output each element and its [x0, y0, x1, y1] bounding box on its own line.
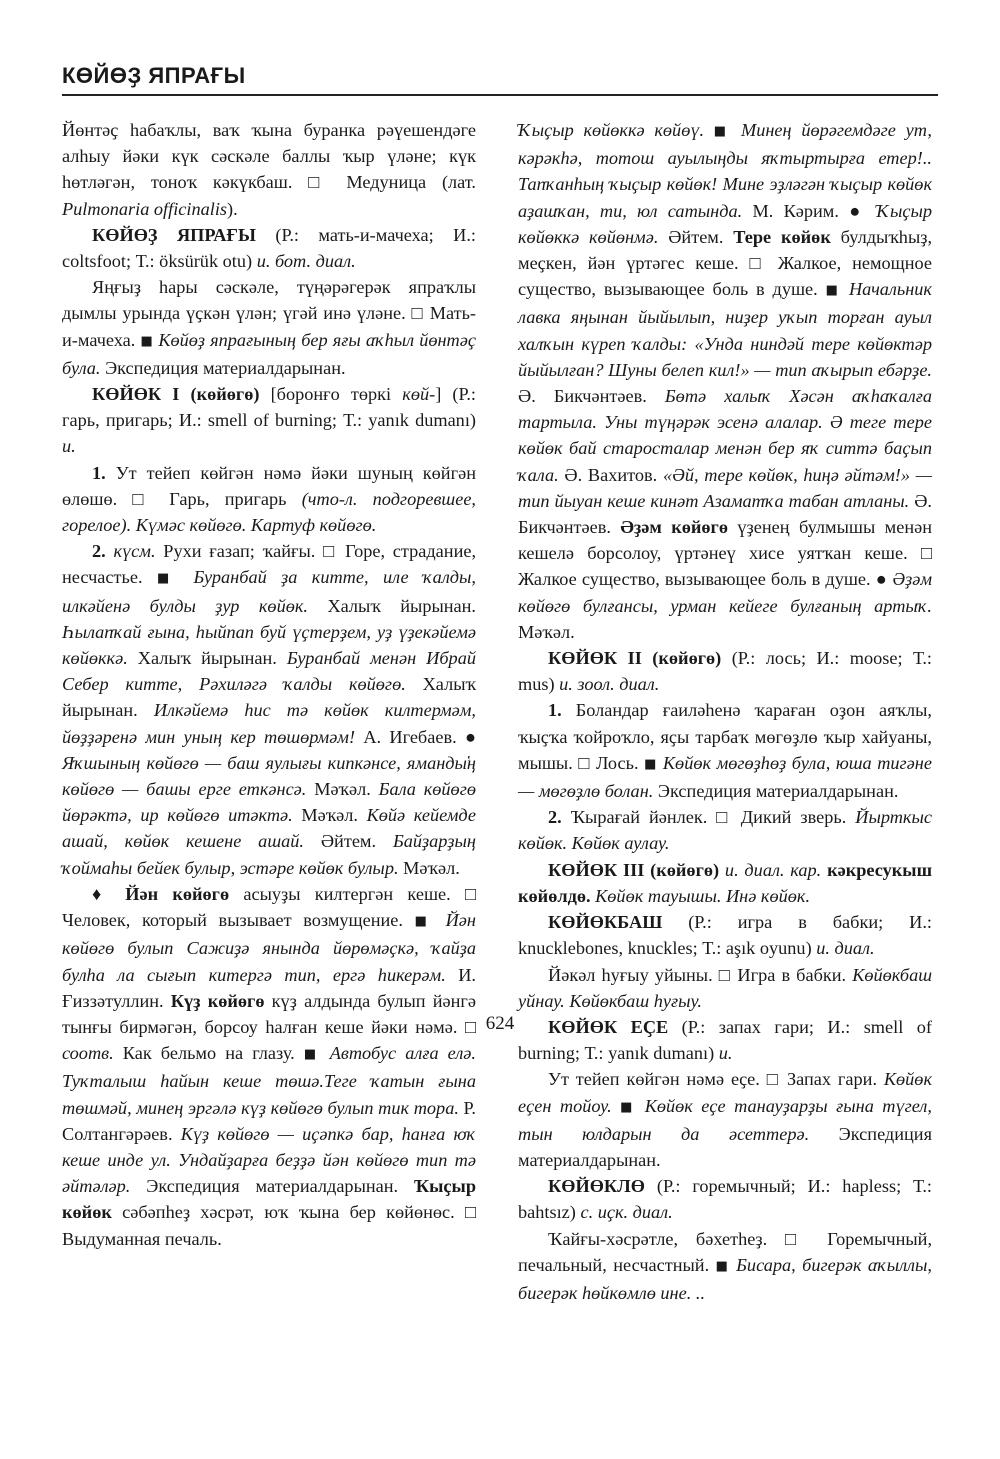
entry-continuation: Ҡыҫыр көйөккә көйөү. ■ Минең йөрәгемдәге ут, кәрәкһә, тотош ауылыңды яҡтыртырға етер!.. Тапҡанһың ҡыҫыр көйөк! Мине эҙләгән ҡыҫыр көйөк аҙашҡан, ти, юл сатында. М. Кәрим. ● Ҡыҫыр көйөккә көйөнмә. Әйтем. Тере көйөк булдыҡһыҙ, меҫкен, йән үртәгес кеше. □ Жалкое, немощное существо, вызывающее боль в душе. ■ Начальник лавка яңынан йыйылып, ниҙер уҡып торған ауыл халҡын күреп ҡалды: «Унда ниндәй тере көйөктәр йыйылған? Шуны белеп кил!» — тип аҡырып ебәрҙе. Ә. Бикчәнтәев. Бөтә халыҡ Хәсән аҡһаҡалға тартыла. Уны түңәрәк эсенә алалар. Ә теге тере көйөк бай старосталар менән бер яҡ ситтә баҫып ҡала. Ә. Вахитов. «Әй, тере көйөк, һиңә әйтәм!» — тип йыуан кеше кинәт Азаматҡа табан атланы. Ә. Бикчәнтәев. Әҙәм көйөгө үҙенең булмышы менән кешелә борсолоу, үртәнеү хисе уятҡан кеше. □ Жалкое существо, вызывающее боль в душе. ● Әҙәм көйөгө булғансы, урман кейеге булғаның артыҡ. Мәҡәл.: [518, 120, 933, 642]
header-rule: [62, 94, 938, 96]
box-mark: □: [411, 303, 424, 324]
headword: КӨЙӨКЛӨ: [548, 1176, 646, 1197]
entry-koyok-1: КӨЙӨК I (көйөгө) [боронғо төркі көй-] (Р.: гарь, пригарь; И.: smell of burning; Т.: yanık dumanı) и.: [62, 384, 477, 457]
box-mark: □: [716, 807, 732, 828]
entry-koyoklo: КӨЙӨКЛӨ (Р.: горемычный; И.: hapless; Т.: bahtsız) с. иҫк. диал.: [518, 1176, 932, 1223]
box-mark: □: [578, 752, 591, 773]
headword: КӨЙӨК ЕҪЕ: [548, 1016, 669, 1037]
box-mark: □: [749, 253, 767, 274]
box-mark: □: [464, 1202, 477, 1223]
example-mark: ■: [713, 124, 732, 139]
entry-koyoz-yapragy: КӨЙӨҘ ЯПРАҒЫ (Р.: мать-и-мачеха; И.: coltsfoot; Т.: öksürük otu) и. бот. диал.: [62, 224, 476, 272]
headword: КӨЙӨКБАШ: [548, 912, 663, 933]
page-number: 624: [485, 1013, 515, 1034]
bullet-mark: ●: [875, 569, 888, 590]
box-mark: □: [132, 488, 155, 509]
example-mark: ■: [156, 571, 180, 587]
bullet-mark: ●: [464, 726, 476, 747]
box-mark: □: [920, 543, 932, 564]
example-mark: ■: [140, 333, 154, 349]
headword: КӨЙӨК II: [548, 648, 642, 669]
box-mark: □: [766, 1069, 781, 1090]
sense-definition: Ҡайғы-хәсрәтле, бәхетһеҙ. □ Горемычный, печальный, несчастный. ■ Бисара, бигерәк аҡыллы, бигерәк һөйкөмлө ине. ..: [518, 1228, 933, 1303]
example-mark: ■: [303, 1047, 321, 1063]
diamond-mark: ♦: [92, 883, 111, 904]
box-mark: □: [464, 883, 476, 904]
sense-1: 1. Боландар ғаиләһенә ҡараған оҙон аяҡлы, ҡыҫҡа ҡойроҡло, яҫы тарбаҡ мөгөҙлө ҡыр хайуаны, мышы. □ Лось. ■ Көйөк мөгөҙһөҙ була, юша тигәне — мөгөҙлө болан. Экспедиция материалдарынан.: [518, 700, 932, 802]
box-mark: □: [308, 172, 331, 193]
sense-2: 2. күсм. Рухи ғазап; ҡайғы. □ Горе, страдание, несчастье. ■ Буранбай ҙа китте, иле ҡалды, илкәйенә булды ҙур көйөк. Халыҡ йырынан. Һылапҡай ғына, һыйпап буй үҫтерҙем, уҙ үҙекәйемә көйөккә. Халыҡ йырынан. Буранбай менән Ибрай Себер китте, Рәхиләгә ҡалды көйөгө. Халыҡ йырынан. Илкәйемә һис тә көйөк килтермәм, йөҙҙәренә мин уның кер төшөрмәм! А. Игебаев. ● Яҡшының көйөгө — баш яулығы кипкәнсе, яманды҅ң көйөгө — башы ерге еткәнсә. Мәҡәл. Бала көйөгө йөрәктә, ир көйөгө итәктә. Мәҡәл. Көйә кейемде ашай, көйөк кешене ашай. Әйтем. Байҙарҙың ҡоймаһы бейек булыр, эстәре көйөк булыр. Мәҡәл.: [62, 541, 477, 878]
entry-koyokbash: КӨЙӨКБАШ (Р.: игра в бабки; И.: knucklebones, knuckles; Т.: aşık oyunu) и. диал.: [518, 912, 932, 959]
entry-paragraph: Яңғыҙ һары сәскәле, түңәрәгерәк япраҡлы дымлы урында үҫкән үлән; үгәй инә үләне. □ Мать-и-мачеха. ■ Көйөҙ япрағының бер яғы аҡһыл йөнтәҫ була. Экспедиция материалдарынан.: [62, 277, 476, 378]
phrase-block: ♦ Йән көйөгө асыуҙы килтергән кеше. □ Человек, который вызывает возмущение. ■ Йән көйөгө булып Сажиҙә янында йөрөмәҫкә, ҡайҙа булһа ла сығып китергә тип, ергә һикерәм. И. Ғиззәтуллин. Күҙ көйөгө күҙ алдында булып йәнгә тынғы бирмәгән, борсоу һалған кеше йәки нәмә. □ соотв. Как бельмо на глазу. ■ Автобус алға елә. Туҡталыш һайын кеше төшә.Теге ҡатын ғына төшмәй, минең эргәлә күҙ көйөгө булып тик тора. Р. Солтангәрәев. Күҙ көйөгө — иҫәпкә бар, һанға юҡ кеше инде ул. Ундайҙарға беҙҙә йән көйөгө тип тә әйтәләр. Экспедиция материалдарынан. Ҡыҫыр көйөк сәбәпһеҙ хәсрәт, юҡ ҡына бер көйөнөс. □ Выдуманная печаль.: [62, 883, 477, 1249]
box-mark: □: [464, 1016, 477, 1037]
sense-2: 2. Ҡырағай йәнлек. □ Дикий зверь. Йырткыс көйөк. Көйөк аулау.: [518, 807, 932, 854]
bullet-mark: ●: [849, 200, 866, 221]
box-mark: □: [785, 1228, 810, 1249]
example-mark: ■: [644, 756, 658, 772]
example-mark: ■: [414, 914, 434, 930]
entry-koyok-ese: КӨЙӨК ЕҪЕ (Р.: запах гари; И.: smell of burning; Т.: yanık dumanı) и.: [518, 1016, 932, 1064]
left-column: [62, 117, 476, 1252]
running-header: [62, 62, 938, 90]
sense-definition: Ут тейеп көйгән нәмә еҫе. □ Запах гари. Көйөк еҫен тойоу. ■ Көйөк еҫе танауҙарҙы ғына түгел, тын юлдарын да әсеттерә. Экспедиция материалдарынан.: [518, 1069, 933, 1170]
entry-koyok-2: КӨЙӨК II (көйөгө) (Р.: лось; И.: moose; Т.: mus) и. зоол. диал.: [518, 648, 932, 695]
box-mark: □: [323, 541, 338, 562]
example-mark: ■: [620, 1099, 637, 1115]
example-mark: ■: [825, 283, 842, 299]
right-column: [518, 117, 932, 1306]
entry-paragraph: Йөнтәҫ һабаҡлы, ваҡ ҡына буранка рәүешендәге алһыу йәки күк сәскәле баллы ҡыр үләне; күк һөтләгән, тоноҡ кәкүкбаш. □ Медуница (лат. Pulmonaria officinalis).: [62, 120, 476, 219]
sense-1: 1. Ут тейеп көйгән нәмә йәки шуның көйгән өлөшө. □ Гарь, пригарь (что-л. подгоревшее, горелое). Күмәс көйөгө. Картуф көйөгө.: [62, 462, 476, 536]
example-mark: ■: [715, 1258, 730, 1274]
headword: КӨЙӨК I: [92, 384, 180, 405]
sense-definition: Йәкәл һуғыу уйыны. □ Игра в бабки. Көйөкбаш уйнау. Көйөкбаш һуғыу.: [518, 964, 933, 1011]
entry-koyok-3: КӨЙӨК III (көйөгө) и. диал. кар. кәкресукыш көйөлдө. Көйөк тауышы. Инә көйөк.: [518, 859, 933, 906]
running-title: КӨЙӨҘ ЯПРАҒЫ: [62, 63, 246, 88]
headword: КӨЙӨК III: [548, 859, 645, 880]
box-mark: □: [718, 964, 732, 985]
headword: КӨЙӨҘ ЯПРАҒЫ: [92, 224, 256, 245]
